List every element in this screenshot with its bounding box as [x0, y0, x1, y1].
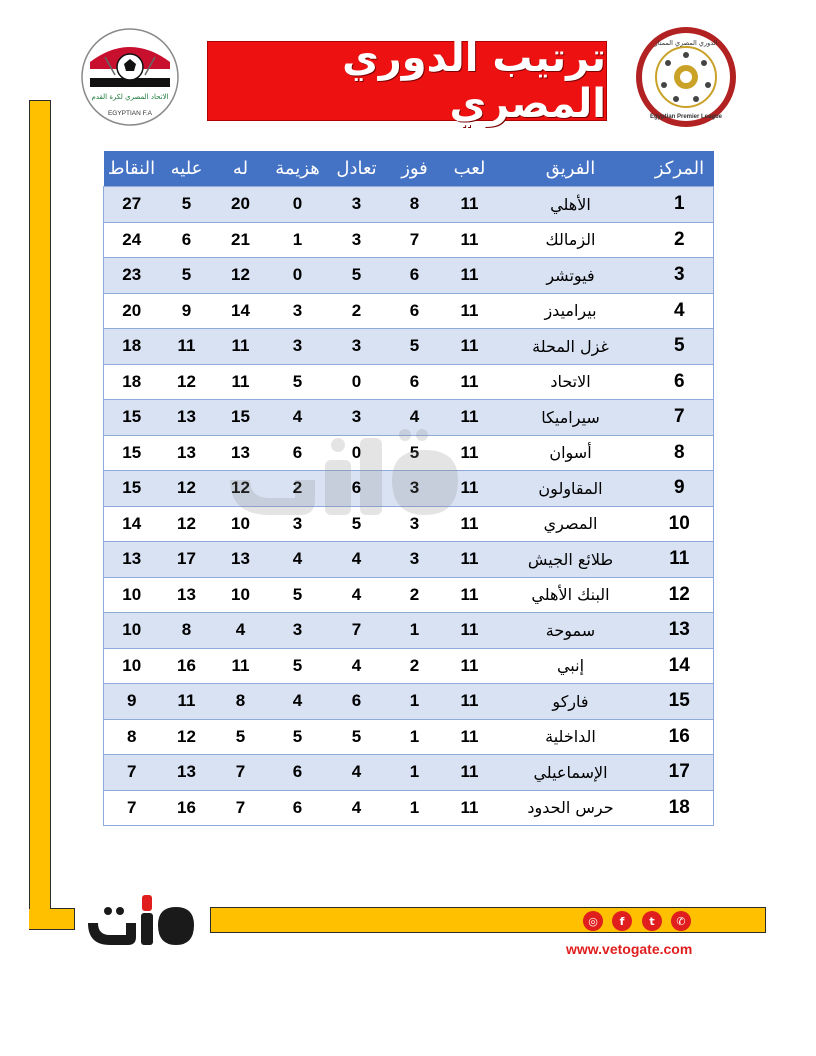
- column-header-points: النقاط: [104, 151, 160, 187]
- cell-rank: 9: [646, 471, 714, 507]
- cell-won: 6: [386, 293, 444, 329]
- cell-played: 11: [444, 471, 496, 507]
- cell-goals-against: 16: [160, 648, 214, 684]
- cell-goals-against: 16: [160, 790, 214, 826]
- cell-team: الداخلية: [496, 719, 646, 755]
- column-header-played: لعب: [444, 151, 496, 187]
- cell-points: 24: [104, 222, 160, 258]
- table-row: [104, 471, 714, 507]
- cell-points: 7: [104, 755, 160, 791]
- cell-team: الزمالك: [496, 222, 646, 258]
- cell-drawn: 3: [328, 329, 386, 365]
- cell-points: 18: [104, 364, 160, 400]
- cell-points: 15: [104, 471, 160, 507]
- cell-played: 11: [444, 577, 496, 613]
- cell-lost: 4: [268, 684, 328, 720]
- cell-played: 11: [444, 613, 496, 649]
- cell-drawn: 2: [328, 293, 386, 329]
- cell-won: 5: [386, 329, 444, 365]
- cell-drawn: 0: [328, 364, 386, 400]
- title-banner: [207, 35, 607, 127]
- table-row: [104, 293, 714, 329]
- cell-goals-for: 8: [214, 684, 268, 720]
- cell-goals-for: 11: [214, 364, 268, 400]
- cell-won: 3: [386, 471, 444, 507]
- decorative-side-bar: [29, 100, 51, 930]
- cell-points: 27: [104, 187, 160, 223]
- table-row: [104, 648, 714, 684]
- cell-points: 10: [104, 613, 160, 649]
- column-header-goals-against: عليه: [160, 151, 214, 187]
- cell-won: 3: [386, 506, 444, 542]
- table-row: [104, 258, 714, 294]
- cell-goals-for: 20: [214, 187, 268, 223]
- table-row: [104, 506, 714, 542]
- cell-points: 10: [104, 577, 160, 613]
- table-row: [104, 435, 714, 471]
- cell-team: الأهلي: [496, 187, 646, 223]
- cell-rank: 16: [646, 719, 714, 755]
- cell-goals-for: 10: [214, 577, 268, 613]
- cell-points: 20: [104, 293, 160, 329]
- cell-played: 11: [444, 435, 496, 471]
- cell-won: 7: [386, 222, 444, 258]
- cell-lost: 3: [268, 293, 328, 329]
- cell-points: 9: [104, 684, 160, 720]
- twitter-icon[interactable]: t: [642, 911, 662, 931]
- cell-lost: 5: [268, 364, 328, 400]
- cell-drawn: 5: [328, 506, 386, 542]
- cell-rank: 7: [646, 400, 714, 436]
- cell-goals-against: 13: [160, 577, 214, 613]
- cell-won: 1: [386, 613, 444, 649]
- epl-logo-arabic-text: الدوري المصري الممتاز: [654, 39, 718, 47]
- cell-played: 11: [444, 364, 496, 400]
- decorative-bar-joint: [30, 908, 50, 929]
- cell-played: 11: [444, 400, 496, 436]
- cell-points: 10: [104, 648, 160, 684]
- cell-played: 11: [444, 542, 496, 578]
- cell-rank: 15: [646, 684, 714, 720]
- cell-rank: 18: [646, 790, 714, 826]
- cell-points: 7: [104, 790, 160, 826]
- cell-drawn: 3: [328, 222, 386, 258]
- column-header-goals-for: له: [214, 151, 268, 187]
- standings-body: [104, 187, 714, 826]
- cell-drawn: 4: [328, 648, 386, 684]
- table-header-row: [104, 151, 714, 187]
- cell-lost: 5: [268, 577, 328, 613]
- page-title: ترتيب الدوري المصري: [342, 35, 606, 127]
- cell-team: حرس الحدود: [496, 790, 646, 826]
- table-row: [104, 542, 714, 578]
- cell-played: 11: [444, 187, 496, 223]
- cell-goals-for: 7: [214, 755, 268, 791]
- cell-goals-against: 12: [160, 719, 214, 755]
- cell-drawn: 4: [328, 542, 386, 578]
- cell-rank: 3: [646, 258, 714, 294]
- standings-table: [103, 151, 714, 826]
- cell-drawn: 7: [328, 613, 386, 649]
- cell-won: 4: [386, 400, 444, 436]
- cell-played: 11: [444, 684, 496, 720]
- cell-team: الاتحاد: [496, 364, 646, 400]
- cell-team: المصري: [496, 506, 646, 542]
- cell-played: 11: [444, 755, 496, 791]
- cell-team: فيوتشر: [496, 258, 646, 294]
- cell-goals-against: 11: [160, 684, 214, 720]
- cell-played: 11: [444, 222, 496, 258]
- column-header-team: الفريق: [496, 151, 646, 187]
- cell-rank: 6: [646, 364, 714, 400]
- cell-drawn: 3: [328, 187, 386, 223]
- cell-rank: 2: [646, 222, 714, 258]
- cell-team: سموحة: [496, 613, 646, 649]
- cell-rank: 11: [646, 542, 714, 578]
- cell-rank: 13: [646, 613, 714, 649]
- table-row: [104, 577, 714, 613]
- table-row: [104, 684, 714, 720]
- cell-goals-for: 12: [214, 258, 268, 294]
- cell-played: 11: [444, 293, 496, 329]
- cell-lost: 2: [268, 471, 328, 507]
- cell-won: 5: [386, 435, 444, 471]
- cell-goals-for: 15: [214, 400, 268, 436]
- cell-lost: 6: [268, 435, 328, 471]
- cell-team: المقاولون: [496, 471, 646, 507]
- fa-logo-english-text: EGYPTIAN F.A: [107, 110, 153, 117]
- table-row: [104, 790, 714, 826]
- cell-points: 23: [104, 258, 160, 294]
- cell-lost: 6: [268, 755, 328, 791]
- cell-drawn: 0: [328, 435, 386, 471]
- cell-played: 11: [444, 790, 496, 826]
- cell-points: 18: [104, 329, 160, 365]
- table-row: [104, 364, 714, 400]
- cell-drawn: 5: [328, 719, 386, 755]
- cell-drawn: 4: [328, 577, 386, 613]
- cell-goals-for: 5: [214, 719, 268, 755]
- cell-lost: 0: [268, 258, 328, 294]
- cell-goals-against: 13: [160, 400, 214, 436]
- cell-team: غزل المحلة: [496, 329, 646, 365]
- cell-won: 3: [386, 542, 444, 578]
- cell-goals-against: 13: [160, 755, 214, 791]
- column-header-lost: هزيمة: [268, 151, 328, 187]
- cell-goals-against: 9: [160, 293, 214, 329]
- cell-won: 6: [386, 258, 444, 294]
- cell-team: بيراميدز: [496, 293, 646, 329]
- cell-drawn: 4: [328, 790, 386, 826]
- cell-won: 1: [386, 790, 444, 826]
- cell-points: 14: [104, 506, 160, 542]
- cell-team: سيراميكا: [496, 400, 646, 436]
- cell-rank: 1: [646, 187, 714, 223]
- column-header-drawn: تعادل: [328, 151, 386, 187]
- cell-team: البنك الأهلي: [496, 577, 646, 613]
- cell-team: إنبي: [496, 648, 646, 684]
- cell-goals-against: 12: [160, 506, 214, 542]
- cell-team: فاركو: [496, 684, 646, 720]
- cell-goals-against: 12: [160, 364, 214, 400]
- veto-brand-logo: [84, 893, 196, 947]
- cell-rank: 5: [646, 329, 714, 365]
- cell-rank: 8: [646, 435, 714, 471]
- cell-lost: 5: [268, 648, 328, 684]
- cell-goals-for: 10: [214, 506, 268, 542]
- egyptian-premier-league-logo-icon: [634, 25, 738, 129]
- cell-team: طلائع الجيش: [496, 542, 646, 578]
- fa-logo-arabic-text: الاتحاد المصري لكرة القدم: [91, 93, 169, 101]
- cell-rank: 12: [646, 577, 714, 613]
- cell-team: الإسماعيلي: [496, 755, 646, 791]
- cell-lost: 4: [268, 542, 328, 578]
- cell-drawn: 6: [328, 471, 386, 507]
- cell-lost: 1: [268, 222, 328, 258]
- website-link[interactable]: www.vetogate.com: [566, 941, 693, 957]
- cell-won: 6: [386, 364, 444, 400]
- cell-goals-for: 11: [214, 648, 268, 684]
- table-row: [104, 719, 714, 755]
- table-row: [104, 755, 714, 791]
- cell-played: 11: [444, 329, 496, 365]
- cell-drawn: 5: [328, 258, 386, 294]
- cell-won: 2: [386, 577, 444, 613]
- cell-goals-against: 17: [160, 542, 214, 578]
- cell-goals-for: 4: [214, 613, 268, 649]
- cell-rank: 10: [646, 506, 714, 542]
- table-row: [104, 187, 714, 223]
- table-row: [104, 400, 714, 436]
- cell-goals-against: 6: [160, 222, 214, 258]
- whatsapp-icon[interactable]: ✆: [671, 911, 691, 931]
- cell-lost: 3: [268, 506, 328, 542]
- cell-lost: 4: [268, 400, 328, 436]
- cell-won: 1: [386, 684, 444, 720]
- table-row: [104, 222, 714, 258]
- cell-won: 1: [386, 755, 444, 791]
- cell-won: 2: [386, 648, 444, 684]
- cell-team: أسوان: [496, 435, 646, 471]
- cell-goals-for: 21: [214, 222, 268, 258]
- cell-lost: 0: [268, 187, 328, 223]
- cell-won: 1: [386, 719, 444, 755]
- cell-goals-for: 11: [214, 329, 268, 365]
- cell-played: 11: [444, 719, 496, 755]
- cell-points: 15: [104, 435, 160, 471]
- cell-goals-against: 11: [160, 329, 214, 365]
- cell-rank: 14: [646, 648, 714, 684]
- instagram-icon[interactable]: ◎: [583, 911, 603, 931]
- cell-goals-for: 14: [214, 293, 268, 329]
- cell-played: 11: [444, 648, 496, 684]
- facebook-icon[interactable]: f: [612, 911, 632, 931]
- cell-points: 8: [104, 719, 160, 755]
- cell-lost: 5: [268, 719, 328, 755]
- cell-goals-for: 13: [214, 435, 268, 471]
- cell-lost: 6: [268, 790, 328, 826]
- cell-goals-against: 13: [160, 435, 214, 471]
- table-row: [104, 329, 714, 365]
- cell-won: 8: [386, 187, 444, 223]
- column-header-won: فوز: [386, 151, 444, 187]
- cell-goals-against: 12: [160, 471, 214, 507]
- cell-drawn: 3: [328, 400, 386, 436]
- egyptian-fa-logo-icon: [80, 27, 180, 127]
- cell-rank: 4: [646, 293, 714, 329]
- table-row: [104, 613, 714, 649]
- cell-drawn: 4: [328, 755, 386, 791]
- cell-played: 11: [444, 258, 496, 294]
- cell-points: 13: [104, 542, 160, 578]
- cell-rank: 17: [646, 755, 714, 791]
- cell-lost: 3: [268, 329, 328, 365]
- cell-drawn: 6: [328, 684, 386, 720]
- cell-goals-for: 13: [214, 542, 268, 578]
- cell-goals-against: 5: [160, 258, 214, 294]
- cell-played: 11: [444, 506, 496, 542]
- cell-lost: 3: [268, 613, 328, 649]
- cell-points: 15: [104, 400, 160, 436]
- epl-logo-english-text: Egyptian Premier League: [649, 114, 723, 120]
- column-header-rank: المركز: [646, 151, 714, 187]
- cell-goals-against: 8: [160, 613, 214, 649]
- cell-goals-for: 7: [214, 790, 268, 826]
- cell-goals-against: 5: [160, 187, 214, 223]
- cell-goals-for: 12: [214, 471, 268, 507]
